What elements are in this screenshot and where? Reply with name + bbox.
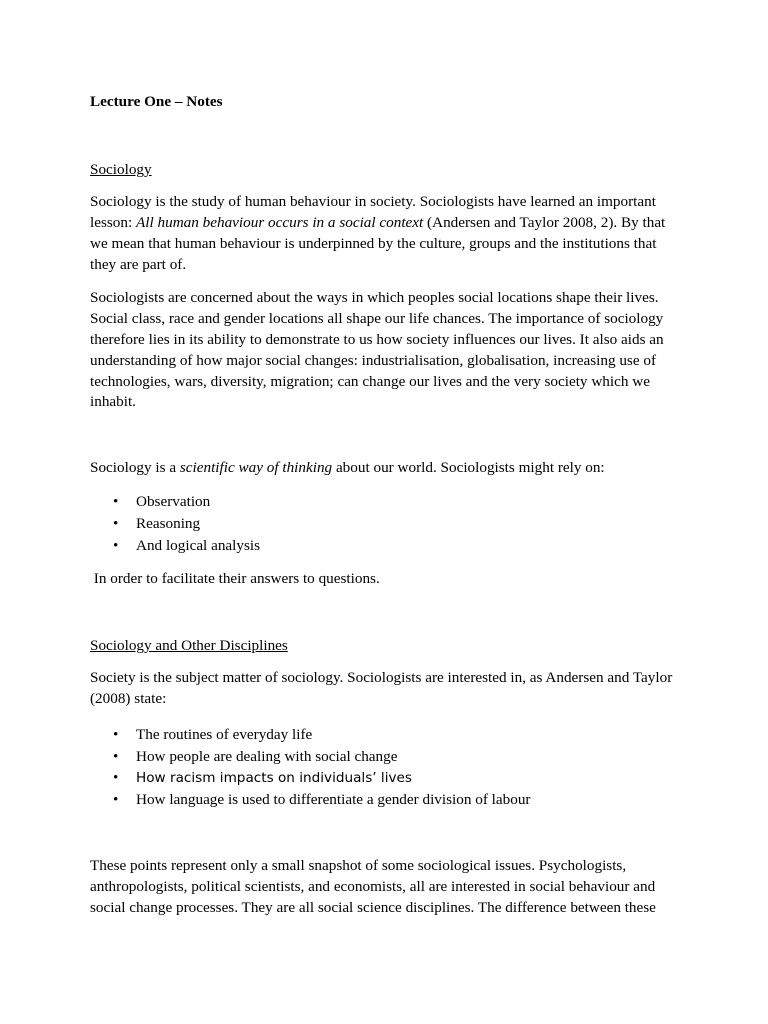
bullet-icon: • [113, 769, 119, 786]
paragraph-line: social change processes. They are all social science disciplines. The difference between these [90, 899, 656, 916]
text-run: lesson: [90, 214, 136, 231]
text-run: Sociology is a [90, 459, 180, 476]
text-run: (Andersen and Taylor 2008, 2). By that [423, 214, 666, 231]
bullet-icon: • [113, 726, 119, 743]
bullet-icon: • [113, 537, 119, 554]
list-item-text: How language is used to differentiate a gender division of labour [136, 791, 531, 808]
paragraph-facilitate-answers: In order to facilitate their answers to questions. [90, 570, 380, 587]
paragraph-line: understanding of how major social changes: industrialisation, globalisation, increasing use of [90, 352, 657, 369]
document-title: Lecture One – Notes [90, 93, 223, 110]
paragraph-line: inhabit. [90, 393, 136, 410]
list-item-text: How racism impacts on individuals’ lives [136, 770, 412, 786]
paragraph-line: they are part of. [90, 256, 187, 273]
bullet-icon: • [113, 493, 119, 510]
list-item-text: How people are dealing with social change [136, 748, 398, 765]
emphasis-text: All human behaviour occurs in a social context [136, 214, 424, 231]
paragraph-line: therefore lies in its ability to demonstrate to us how society influences our lives. It also aids an [90, 331, 664, 348]
paragraph-line: Sociology is the study of human behaviour in society. Sociologists have learned an important [90, 193, 656, 210]
bullet-icon: • [113, 515, 119, 532]
paragraph-line: (2008) state: [90, 690, 167, 707]
list-item-text: And logical analysis [136, 537, 261, 554]
paragraph-line: Sociologists are concerned about the ways in which peoples social locations shape their lives. [90, 289, 659, 306]
paragraph-line: technologies, wars, diversity, migration; can change our lives and the very society which we [90, 373, 650, 390]
emphasis-text: scientific way of thinking [179, 459, 333, 476]
list-item-text: The routines of everyday life [136, 726, 313, 743]
paragraph-line: we mean that human behaviour is underpinned by the culture, groups and the institutions that [90, 235, 657, 252]
text-run: about our world. Sociologists might rely on: [332, 459, 605, 476]
list-item-text: Reasoning [136, 515, 201, 532]
paragraph-line [90, 212, 690, 234]
paragraph-line: These points represent only a small snapshot of some sociological issues. Psychologists, [90, 857, 627, 874]
bullet-icon: • [113, 748, 119, 765]
paragraph-line: Social class, race and gender locations all shape our life chances. The importance of sociology [90, 310, 664, 327]
paragraph-line: Society is the subject matter of sociology. Sociologists are interested in, as Andersen and Taylor [90, 669, 673, 686]
section-heading-other-disciplines: Sociology and Other Disciplines [90, 637, 288, 654]
paragraph-scientific-thinking [90, 457, 690, 479]
paragraph-line: anthropologists, political scientists, and economists, all are interested in social behaviour and [90, 878, 656, 895]
list-item-text: Observation [136, 493, 211, 510]
section-heading-sociology: Sociology [90, 161, 152, 178]
bullet-icon: • [113, 791, 119, 808]
